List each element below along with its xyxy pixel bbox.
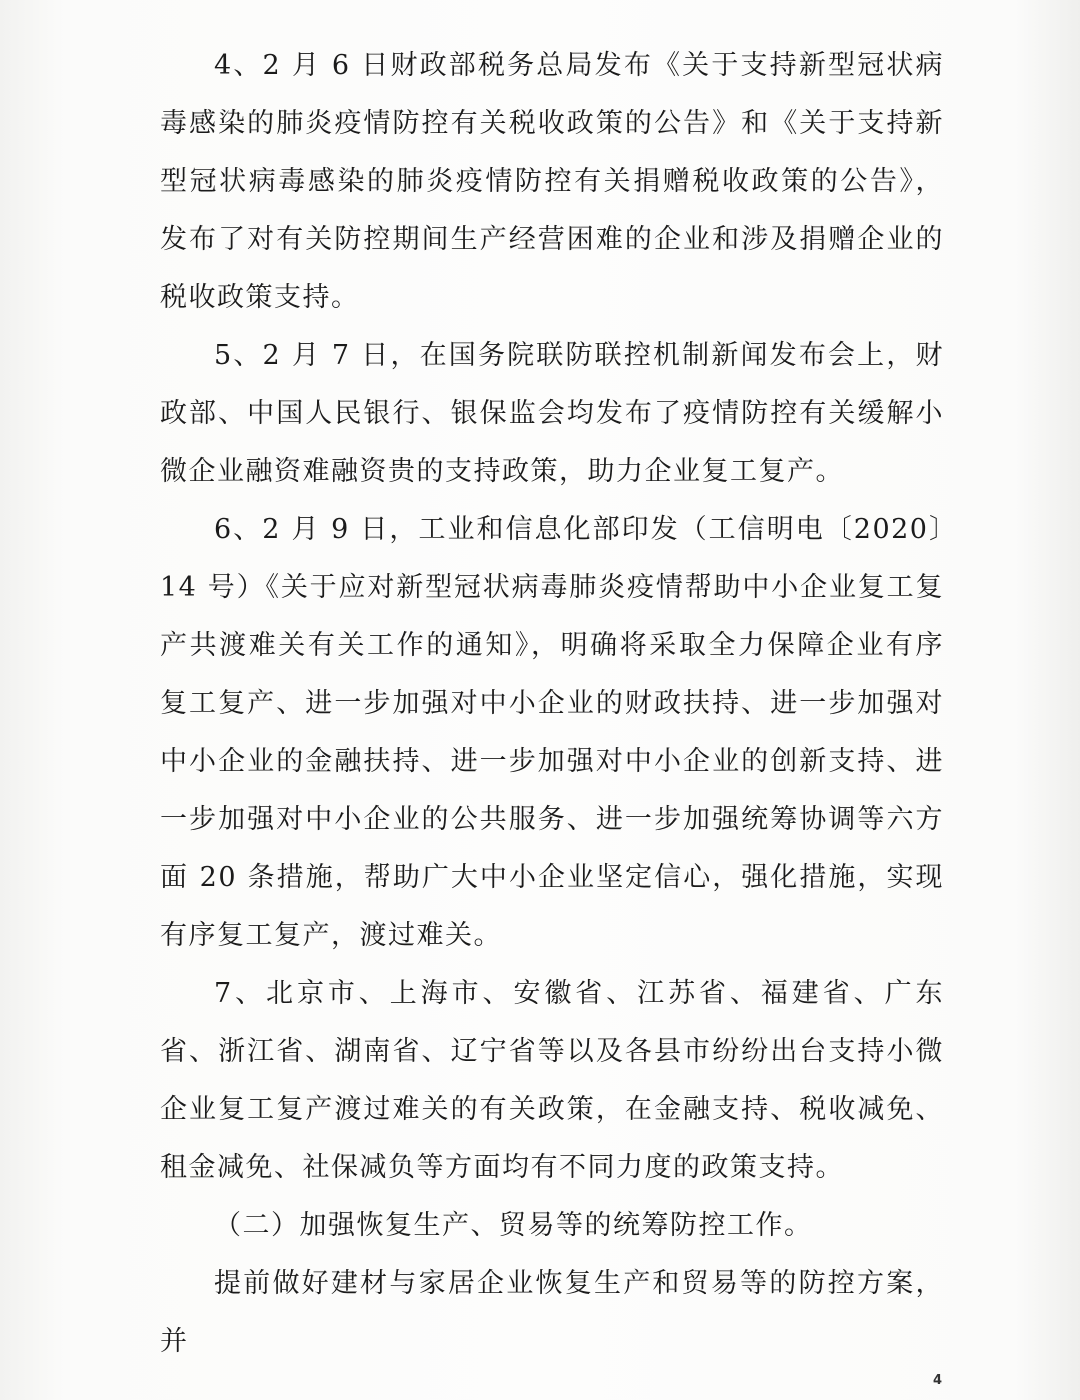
paragraph-item-7: 7、北京市、上海市、安徽省、江苏省、福建省、广东省、浙江省、湖南省、辽宁省等以及各县市纷纷出台支持小微企业复工复产渡过难关的有关政策，在金融支持、税收减免、租金减免、社保减负等方面均有不同力度的政策支持。 bbox=[160, 978, 944, 1183]
document-body bbox=[160, 37, 944, 1371]
page-number: 4 bbox=[932, 1373, 942, 1388]
paragraph-item-6: 6、2 月 9 日，工业和信息化部印发（工信明电〔2020〕14 号）《关于应对新型冠状病毒肺炎疫情帮助中小企业复工复产共渡难关有关工作的通知》，明确将采取全力保障企业有序复工复产、进一步加强对中小企业的财政扶持、进一步加强对中小企业的金融扶持、进一步加强对中小企业的创新支持、进一步加强对中小企业的公共服务、进一步加强统筹协调等六方面 20 条措施，帮助广大中小企业坚定信心，强化措施，实现有序复工复产，渡过难关。 bbox=[160, 514, 944, 951]
paragraph-item-4: 4、2 月 6 日财政部税务总局发布《关于支持新型冠状病毒感染的肺炎疫情防控有关税收政策的公告》和《关于支持新型冠状病毒感染的肺炎疫情防控有关捐赠税收政策的公告》，发布了对有关防控期间生产经营困难的企业和涉及捐赠企业的税收政策支持。 bbox=[160, 50, 944, 313]
paragraph-item-5: 5、2 月 7 日，在国务院联防联控机制新闻发布会上，财政部、中国人民银行、银保监会均发布了疫情防控有关缓解小微企业融资难融资贵的支持政策，助力企业复工复产。 bbox=[160, 340, 944, 487]
final-paragraph: 提前做好建材与家居企业恢复生产和贸易等的防控方案，并 bbox=[160, 1268, 944, 1357]
section-heading: （二）加强恢复生产、贸易等的统筹防控工作。 bbox=[214, 1210, 813, 1241]
